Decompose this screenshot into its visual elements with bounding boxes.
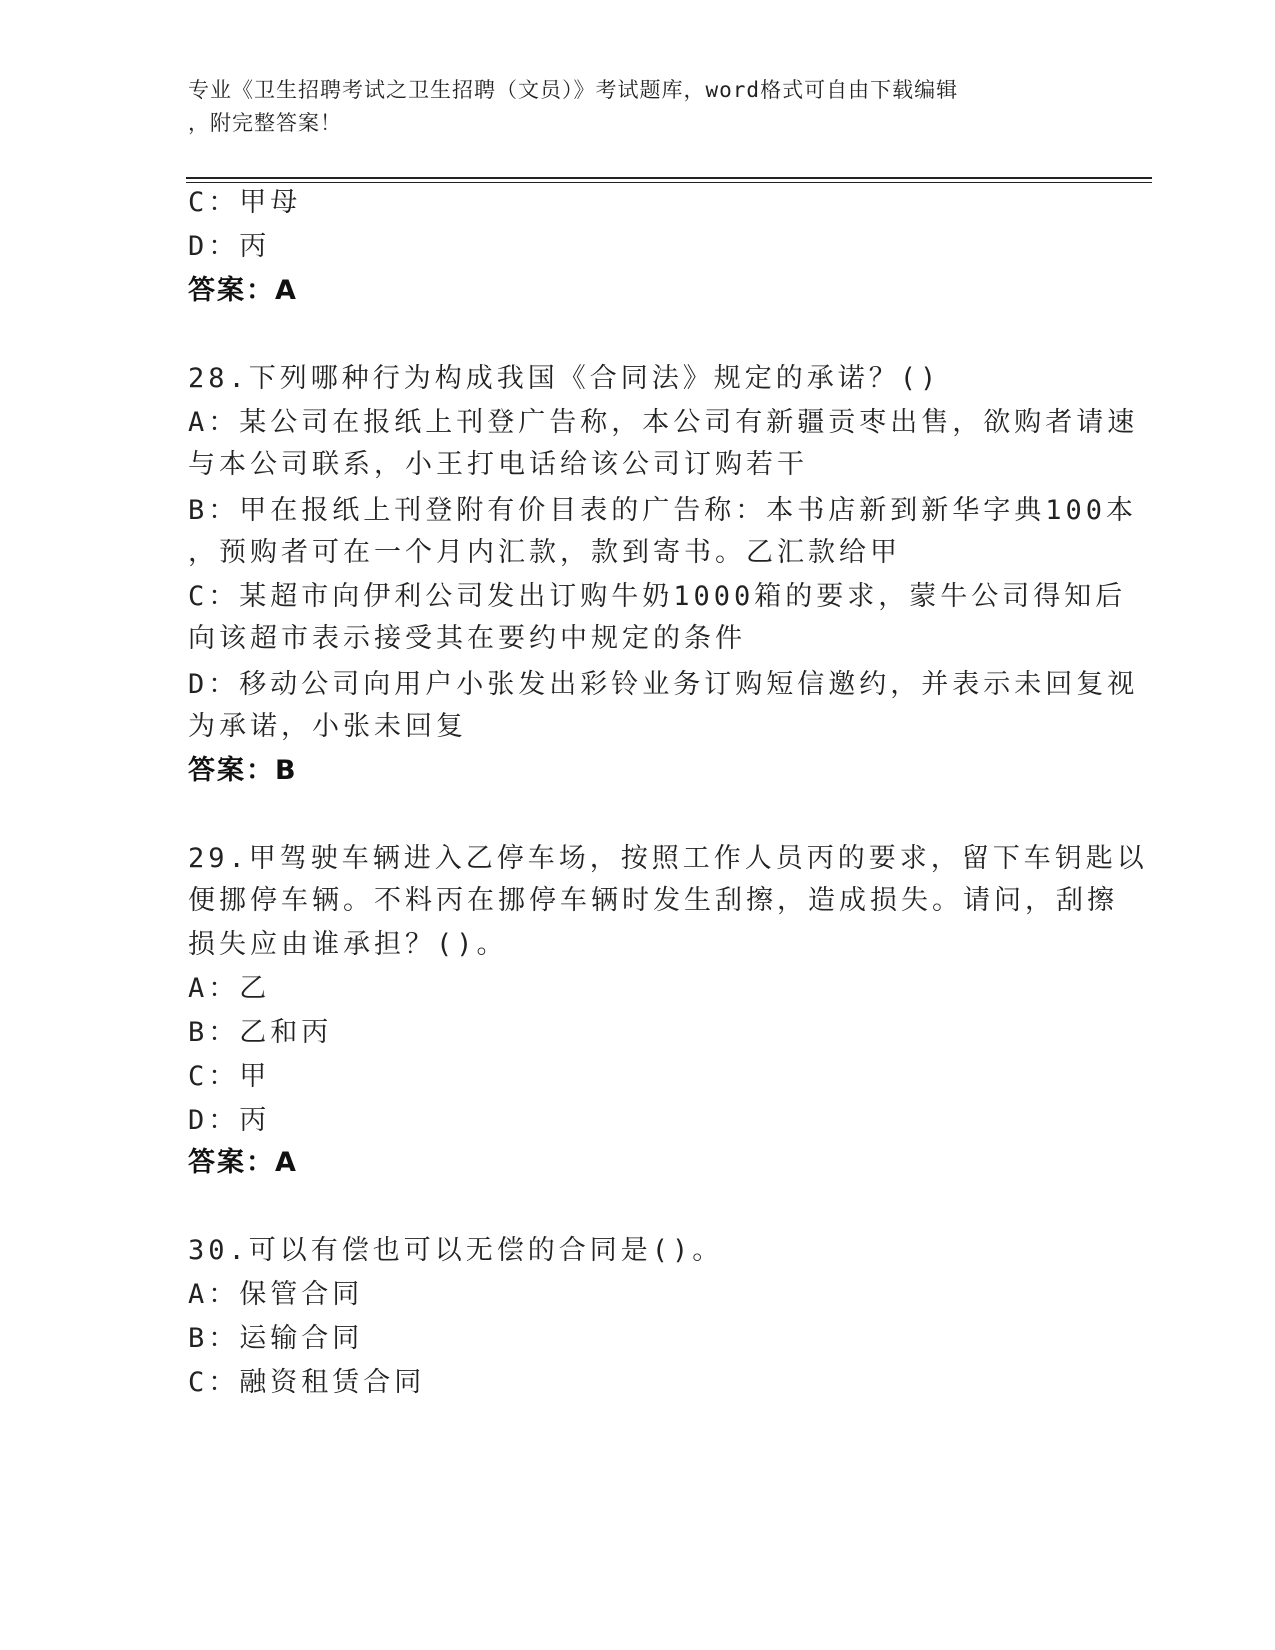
question-29-stem: 29.甲驾驶车辆进入乙停车场，按照工作人员丙的要求，留下车钥匙以 — [188, 843, 1148, 874]
option-b: B：乙和丙 — [188, 1017, 333, 1048]
option-d: D：丙 — [188, 1105, 271, 1136]
option-d: D：丙 — [188, 231, 271, 262]
header-line-2: ，附完整答案！ — [188, 111, 342, 135]
option-c: C：融资租赁合同 — [188, 1367, 426, 1398]
question-29-stem-cont: 损失应由谁承担？()。 — [188, 929, 508, 960]
question-30-stem: 30.可以有偿也可以无偿的合同是()。 — [188, 1235, 724, 1266]
option-c-cont: 向该超市表示接受其在要约中规定的条件 — [188, 623, 746, 654]
option-c: C：甲母 — [188, 187, 302, 218]
header-divider — [186, 177, 1152, 179]
option-b: B：运输合同 — [188, 1323, 364, 1354]
option-d-cont: 为承诺，小张未回复 — [188, 711, 467, 742]
option-b: B：甲在报纸上刊登附有价目表的广告称：本书店新到新华字典100本 — [188, 495, 1138, 526]
document-header — [188, 74, 1088, 140]
question-29-stem-cont: 便挪停车辆。不料丙在挪停车辆时发生刮擦，造成损失。请问，刮擦 — [188, 885, 1118, 916]
header-line-1: 专业《卫生招聘考试之卫生招聘（文员）》考试题库，word格式可自由下载编辑 — [188, 78, 959, 102]
header-divider-thin — [186, 182, 1152, 183]
answer: 答案：A — [188, 275, 298, 306]
option-d: D：移动公司向用户小张发出彩铃业务订购短信邀约，并表示未回复视 — [188, 669, 1139, 700]
option-c: C：甲 — [188, 1061, 271, 1092]
answer: 答案：A — [188, 1147, 298, 1178]
option-c: C：某超市向伊利公司发出订购牛奶1000箱的要求，蒙牛公司得知后 — [188, 581, 1127, 612]
option-a: A：某公司在报纸上刊登广告称，本公司有新疆贡枣出售，欲购者请速 — [188, 407, 1139, 438]
answer: 答案：B — [188, 755, 298, 786]
option-a-cont: 与本公司联系，小王打电话给该公司订购若干 — [188, 449, 808, 480]
option-a: A：保管合同 — [188, 1279, 364, 1310]
option-b-cont: ，预购者可在一个月内汇款，款到寄书。乙汇款给甲 — [188, 537, 901, 568]
option-a: A：乙 — [188, 973, 271, 1004]
question-28-stem: 28.下列哪种行为构成我国《合同法》规定的承诺？() — [188, 363, 941, 394]
